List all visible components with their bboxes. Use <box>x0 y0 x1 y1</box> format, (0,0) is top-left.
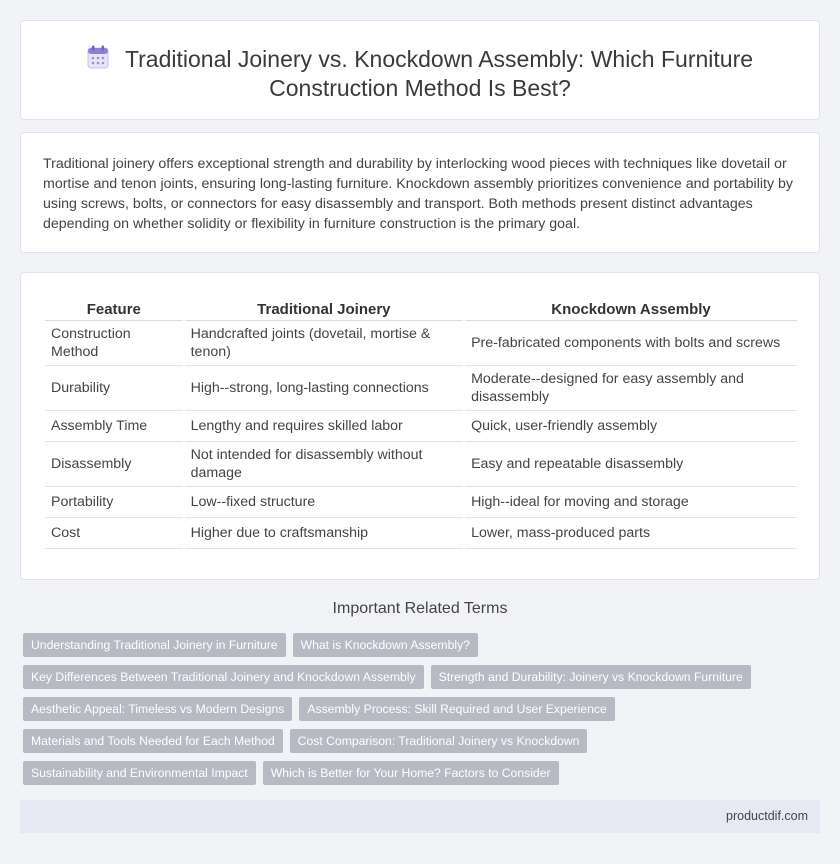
related-term-link[interactable]: What is Knockdown Assembly? <box>293 633 478 657</box>
table-cell: Not intended for disassembly without damage <box>185 442 463 487</box>
related-term-link[interactable]: Materials and Tools Needed for Each Method <box>23 729 283 753</box>
comparison-card <box>20 272 820 580</box>
table-cell: High--strong, long-lasting connections <box>185 366 463 411</box>
page-title: Traditional Joinery vs. Knockdown Assembly: Which Furniture Construction Method Is Best? <box>124 46 754 101</box>
table-cell: Lower, mass-produced parts <box>465 518 797 549</box>
table-cell: Higher due to craftsmanship <box>185 518 463 549</box>
table-row <box>45 366 797 411</box>
table-cell: High--ideal for moving and storage <box>465 487 797 518</box>
related-term-link[interactable]: Assembly Process: Skill Required and User Experience <box>299 697 614 721</box>
table-cell: Cost <box>45 518 183 549</box>
table-cell: Disassembly <box>45 442 183 487</box>
column-header-feature: Feature <box>45 295 183 321</box>
related-term-link[interactable]: Cost Comparison: Traditional Joinery vs Knockdown <box>290 729 588 753</box>
intro-card <box>20 132 820 253</box>
table-cell: Handcrafted joints (dovetail, mortise & tenon) <box>185 321 463 366</box>
table-header-row <box>45 295 797 321</box>
related-term-link[interactable]: Sustainability and Environmental Impact <box>23 761 256 785</box>
table-row <box>45 321 797 366</box>
table-cell: Low--fixed structure <box>185 487 463 518</box>
related-term-link[interactable]: Understanding Traditional Joinery in Furniture <box>23 633 286 657</box>
site-link[interactable]: productdif.com <box>726 809 808 823</box>
related-terms-list <box>23 633 823 785</box>
table-cell: Easy and repeatable disassembly <box>465 442 797 487</box>
column-header-traditional: Traditional Joinery <box>185 295 463 321</box>
related-terms-heading: Important Related Terms <box>332 600 508 617</box>
table-cell: Lengthy and requires skilled labor <box>185 411 463 442</box>
related-term-link[interactable]: Aesthetic Appeal: Timeless vs Modern Designs <box>23 697 292 721</box>
comparison-table <box>43 295 799 549</box>
table-cell: Durability <box>45 366 183 411</box>
table-cell: Assembly Time <box>45 411 183 442</box>
table-row <box>45 487 797 518</box>
column-header-knockdown: Knockdown Assembly <box>465 295 797 321</box>
table-row <box>45 518 797 549</box>
table-cell: Portability <box>45 487 183 518</box>
table-cell: Pre-fabricated components with bolts and screws <box>465 321 797 366</box>
calendar-icon <box>87 45 109 69</box>
table-cell: Moderate--designed for easy assembly and disassembly <box>465 366 797 411</box>
related-term-link[interactable]: Key Differences Between Traditional Joinery and Knockdown Assembly <box>23 665 424 689</box>
footer <box>20 800 820 833</box>
table-cell: Quick, user-friendly assembly <box>465 411 797 442</box>
table-row <box>45 442 797 487</box>
header-card <box>20 20 820 120</box>
intro-paragraph: Traditional joinery offers exceptional strength and durability by interlocking wood pieces with techniques like dovetail or mortise and tenon joints, ensuring long-lasting furniture. Knockdown assembly prioritizes convenience and portability by using screws, bolts, or connectors for easy disassembly and transport. Both methods present distinct advantages depending on whether solidity or flexibility in furniture construction is the primary goal. <box>43 156 793 232</box>
table-row <box>45 411 797 442</box>
related-term-link[interactable]: Strength and Durability: Joinery vs Knockdown Furniture <box>431 665 751 689</box>
related-term-link[interactable]: Which is Better for Your Home? Factors to Consider <box>263 761 559 785</box>
title-wrap <box>61 45 779 103</box>
table-cell: Construction Method <box>45 321 183 366</box>
